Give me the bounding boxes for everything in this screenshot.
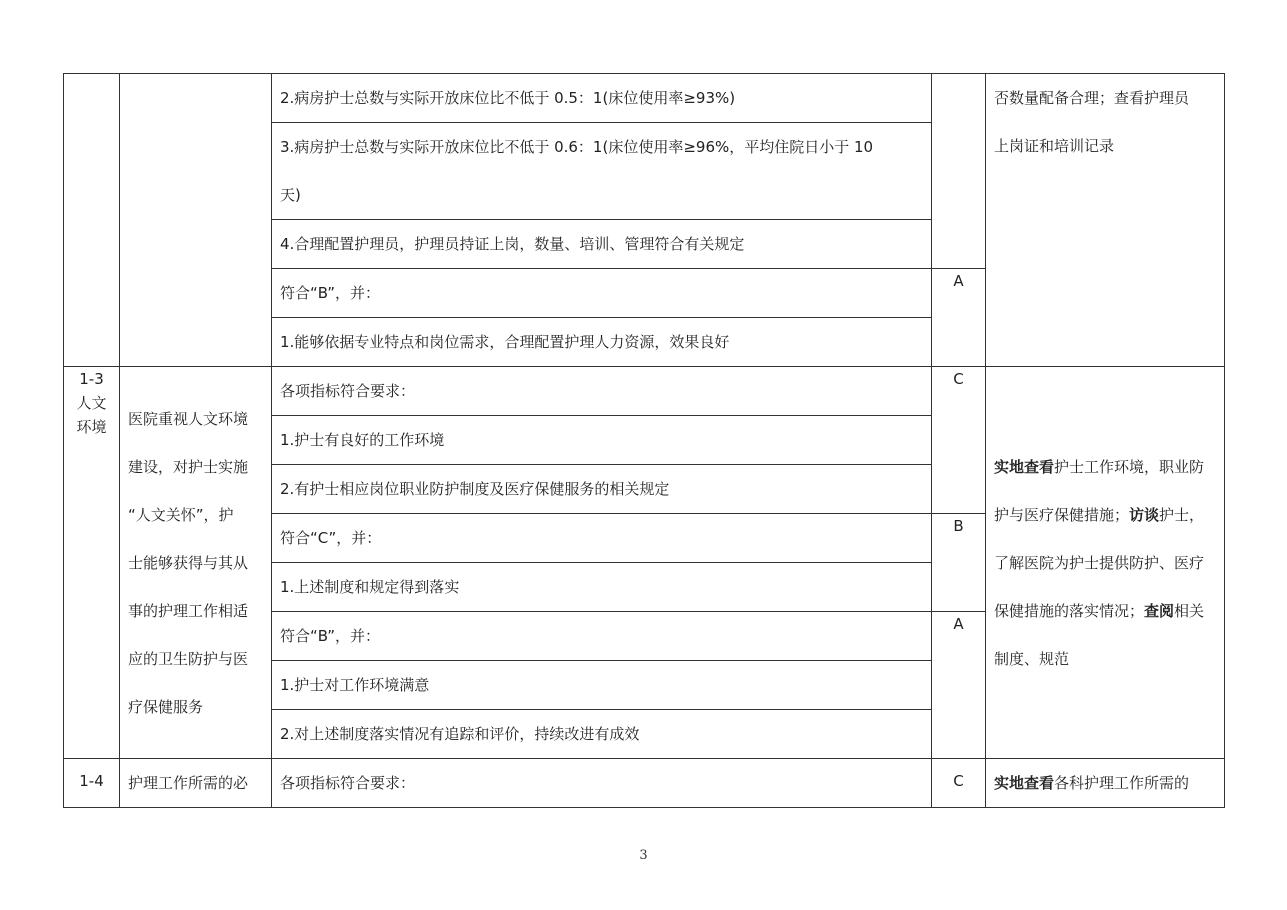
criteria-item: 4.合理配置护理员，护理员持证上岗，数量、培训、管理符合有关规定 [272, 220, 932, 269]
grade-c: C [932, 759, 986, 808]
grade-a: A [932, 269, 986, 367]
grade-b: B [932, 514, 986, 612]
criteria-item: 1.能够依据专业特点和岗位需求，合理配置护理人力资源，效果良好 [272, 318, 932, 367]
criteria-item: 符合“B”，并： [272, 269, 932, 318]
page-number: 3 [639, 848, 648, 863]
criteria-item: 1.护士有良好的工作环境 [272, 416, 932, 465]
requirement-cell-1-4: 护理工作所需的必 [120, 759, 272, 808]
criteria-item: 2.病房护士总数与实际开放床位比不低于 0.5：1(床位使用率≥93%) [272, 74, 932, 123]
requirement-cell-continued [120, 74, 272, 367]
grade-c: C [932, 367, 986, 514]
criteria-item: 各项指标符合要求： [272, 367, 932, 416]
requirement-cell-1-3: 医院重视人文环境 建设，对护士实施 “人文关怀”，护 士能够获得与其从 事的护理工作相适 应的卫生防护与医 疗保健服务 [120, 367, 272, 759]
evaluation-table [63, 73, 1225, 808]
grade-a: A [932, 612, 986, 759]
criteria-item: 1.护士对工作环境满意 [272, 661, 932, 710]
criteria-item: 3.病房护士总数与实际开放床位比不低于 0.6：1(床位使用率≥96%，平均住院日小于 10 天) [272, 123, 932, 220]
number-cell-continued [64, 74, 120, 367]
criteria-item: 2.有护士相应岗位职业防护制度及医疗保健服务的相关规定 [272, 465, 932, 514]
method-cell-1-4: 实地查看各科护理工作所需的 [986, 759, 1225, 808]
grade-cell-empty [932, 74, 986, 269]
method-bold-interview: 访谈 [1129, 505, 1160, 524]
criteria-item: 符合“C”，并： [272, 514, 932, 563]
number-cell-1-4: 1-4 [64, 759, 120, 808]
method-cell-1-3: 实地查看护士工作环境，职业防护与医疗保健措施；访谈护士，了解医院为护士提供防护、医疗保健措施的落实情况；查阅相关制度、规范 [986, 367, 1225, 759]
number-cell-1-3: 1-3 人文 环境 [64, 367, 120, 759]
criteria-item: 2.对上述制度落实情况有追踪和评价，持续改进有成效 [272, 710, 932, 759]
method-cell-continued: 否数量配备合理；查看护理员 上岗证和培训记录 [986, 74, 1225, 367]
criteria-item: 符合“B”，并： [272, 612, 932, 661]
criteria-item: 1.上述制度和规定得到落实 [272, 563, 932, 612]
method-bold-review: 查阅 [1144, 601, 1175, 620]
criteria-item: 各项指标符合要求： [272, 759, 932, 808]
method-bold-inspect: 实地查看 [994, 774, 1055, 792]
method-bold-inspect: 实地查看 [994, 457, 1055, 476]
